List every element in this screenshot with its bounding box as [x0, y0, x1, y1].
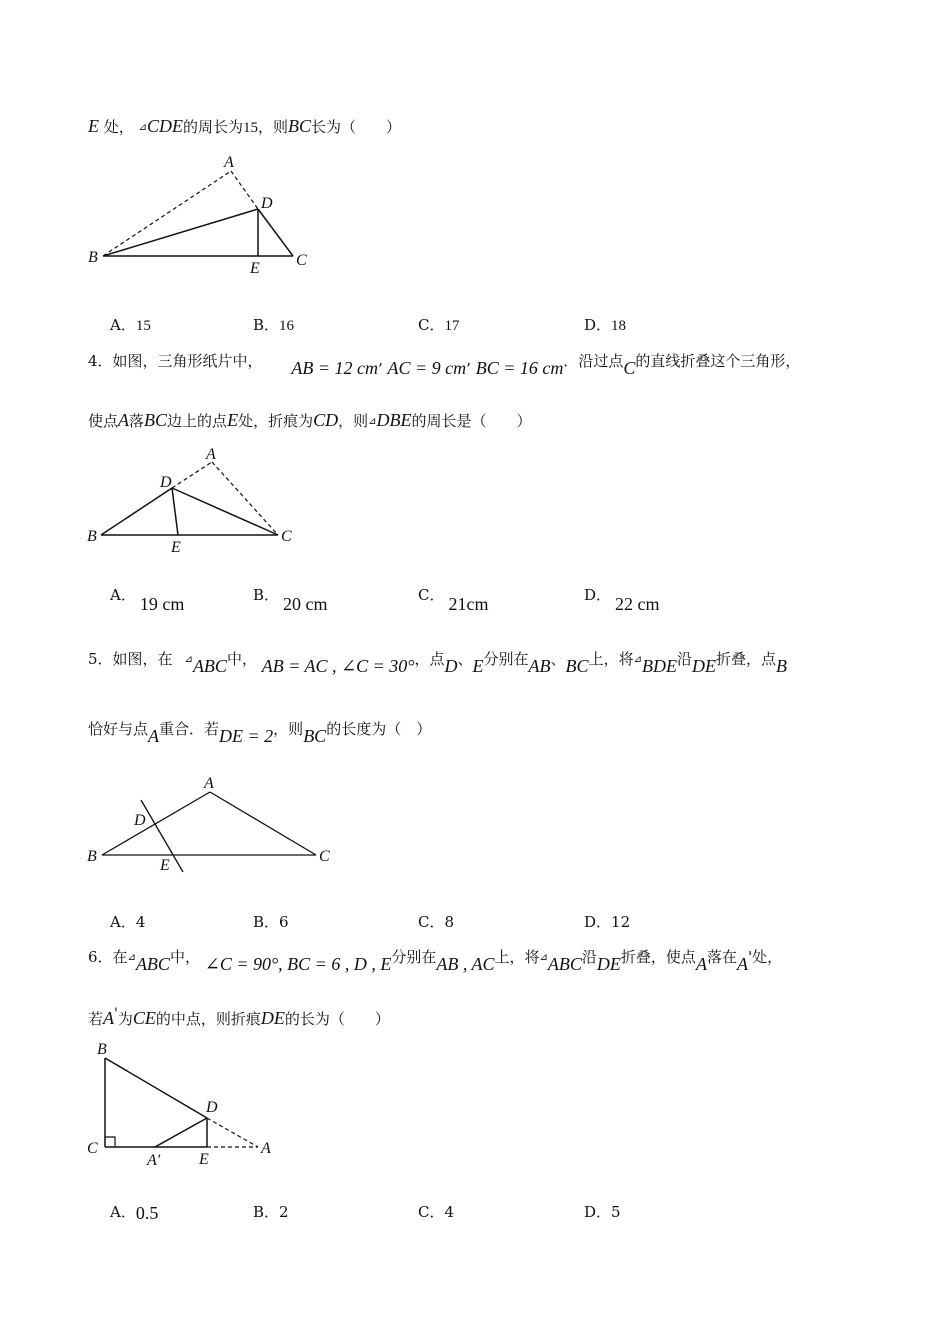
- q5-point-d: D: [444, 656, 458, 676]
- q4-text: 的直线折叠这个三角形，: [635, 352, 801, 370]
- q5-point-e: E: [472, 656, 484, 676]
- q3-segment-bc: BC: [288, 116, 312, 136]
- q3-point-e: E: [88, 116, 99, 136]
- q4-triangle-dbe: DBE: [376, 410, 412, 430]
- q6-option-b[interactable]: B．2: [253, 1203, 289, 1221]
- q3-label-e: E: [250, 260, 260, 277]
- q6-crease-de: DE: [596, 954, 621, 974]
- right-angle-icon: [105, 1137, 115, 1147]
- q6-segment-ce: CE: [132, 1008, 156, 1028]
- q3-label-b: B: [88, 249, 98, 266]
- triangle-icon: ⊿: [633, 654, 642, 665]
- q4-segment-bc: BC: [144, 410, 168, 430]
- q5-segment-ab: AB: [528, 656, 551, 676]
- triangle-icon: ⊿: [138, 122, 147, 133]
- q4-option-c[interactable]: C． 21cm: [418, 586, 489, 614]
- q4-option-b[interactable]: B． 20 cm: [253, 586, 328, 614]
- q4-label-b: B: [87, 528, 97, 545]
- q4-text: ．沿过点: [563, 352, 624, 370]
- q4-label-a: A: [206, 446, 216, 463]
- q6-stem-line2: 若A'为CE的中点，则折痕DE的长为（ ）: [88, 1006, 390, 1028]
- q6-dashed-da: [207, 1118, 258, 1147]
- q3-option-b[interactable]: B．16: [253, 316, 295, 334]
- q5-crease-de: DE: [691, 656, 716, 676]
- q6-triangle-abc2: ABC: [547, 954, 582, 974]
- q4-bc: BC = 16 cm: [475, 358, 564, 378]
- q6-label-a: A: [261, 1140, 271, 1157]
- q6-point-ap: A: [103, 1008, 115, 1028]
- q4-ac: AC = 9 cm: [387, 358, 467, 378]
- q5-label-e: E: [160, 857, 170, 874]
- q6-segment-apd: [155, 1118, 207, 1147]
- q3-text: 处，: [103, 118, 134, 136]
- q6-option-d[interactable]: D．5: [584, 1203, 621, 1221]
- triangle-icon: ⊿: [368, 416, 377, 427]
- q6-label-ap: A′: [147, 1152, 161, 1169]
- q4-stem-line2: 使点A落BC边上的点E处，折痕为CD，则⊿DBE的周长是（ ）: [88, 410, 532, 430]
- triangle-icon: ⊿: [127, 952, 136, 963]
- q6-option-a[interactable]: A．0.5: [110, 1203, 159, 1223]
- q6-segments-ab-ac: AB , AC: [436, 954, 495, 974]
- q6-stem-line1: 6．在⊿ABC中， ∠C = 90°, BC = 6 , D , E分别在AB , AC上，将⊿ABC沿DE折叠，使点A落在A'处，: [88, 948, 783, 974]
- q3-option-c[interactable]: C．17: [418, 316, 460, 334]
- q4-label-d: D: [160, 474, 172, 491]
- q4-point-c: C: [623, 358, 636, 378]
- q5-label-a: A: [204, 775, 214, 792]
- q5-option-b[interactable]: B．6: [253, 913, 289, 931]
- q5-label-b: B: [87, 848, 97, 865]
- q6-label-c: C: [87, 1140, 98, 1157]
- q6-label-d: D: [206, 1099, 218, 1116]
- q5-stem-line1: 5．如图，在 ⊿ABC中， AB = AC , ∠C = 30°，点D、E分别在AB、BC上，将⊿BDE沿DE折叠，点B: [88, 650, 787, 676]
- q6-label-b: B: [97, 1041, 107, 1058]
- q3-label-c: C: [296, 252, 307, 269]
- q3-label-d: D: [261, 195, 273, 212]
- q5-de-value: DE = 2: [219, 726, 274, 746]
- q6-options: [110, 1201, 750, 1223]
- q6-point-a-prime: A: [736, 954, 748, 974]
- q4-point-e: E: [227, 410, 239, 430]
- q4-crease-cd: CD: [313, 410, 339, 430]
- q4-text: 4．如图，三角形纸片中，: [88, 352, 263, 370]
- q5-point-b: B: [776, 656, 787, 676]
- q6-label-e: E: [199, 1151, 209, 1168]
- q3-text: 长为（ ）: [311, 118, 402, 136]
- q4-option-a[interactable]: A． 19 cm: [110, 586, 185, 614]
- q4-label-e: E: [171, 539, 181, 556]
- q5-segment-bc: BC: [565, 656, 589, 676]
- q6-crease-de2: DE: [260, 1008, 285, 1028]
- q5-segment-bc2: BC: [303, 726, 327, 746]
- q4-stem-line1: 4．如图，三角形纸片中， AB = 12 cm’ AC = 9 cm’ BC = 16 cm．沿过点C的直线折叠这个三角形，: [88, 352, 801, 378]
- q5-label-c: C: [319, 848, 330, 865]
- q3-perimeter: 15: [242, 120, 258, 136]
- q5-condition: AB = AC , ∠C = 30°: [261, 656, 415, 676]
- q5-triangle-bde: BDE: [641, 656, 677, 676]
- q5-point-a: A: [148, 726, 160, 746]
- q5-option-d[interactable]: D．12: [584, 913, 631, 931]
- q6-condition: ∠C = 90°, BC = 6 , D , E: [204, 954, 392, 974]
- q4-ab: AB = 12 cm: [291, 358, 378, 378]
- q3-text: ，则: [257, 118, 288, 136]
- q5-option-c[interactable]: C．8: [418, 913, 455, 931]
- q6-option-c[interactable]: C．4: [418, 1203, 455, 1221]
- q4-option-d[interactable]: D． 22 cm: [584, 586, 660, 614]
- q3-triangle-cde: CDE: [146, 116, 183, 136]
- q6-point-a: A: [695, 954, 707, 974]
- q3-label-a: A: [224, 154, 234, 171]
- q6-triangle-abc: ABC: [135, 954, 170, 974]
- triangle-icon: ⊿: [539, 952, 548, 963]
- q3-option-d[interactable]: D．18: [584, 316, 627, 334]
- q3-text: 的周长为: [182, 118, 243, 136]
- q6-segment-bd: [105, 1058, 207, 1118]
- q5-triangle-abc: ABC: [192, 656, 227, 676]
- q3-option-a[interactable]: A．15: [110, 316, 151, 334]
- q5-option-a[interactable]: A．4: [110, 913, 146, 931]
- triangle-icon: ⊿: [184, 654, 193, 665]
- q4-label-c: C: [281, 528, 292, 545]
- q4-point-a: A: [118, 410, 130, 430]
- q5-stem-line2: 恰好与点A重合．若DE = 2，则BC的长度为（ ）: [88, 720, 432, 746]
- q5-label-d: D: [134, 812, 146, 829]
